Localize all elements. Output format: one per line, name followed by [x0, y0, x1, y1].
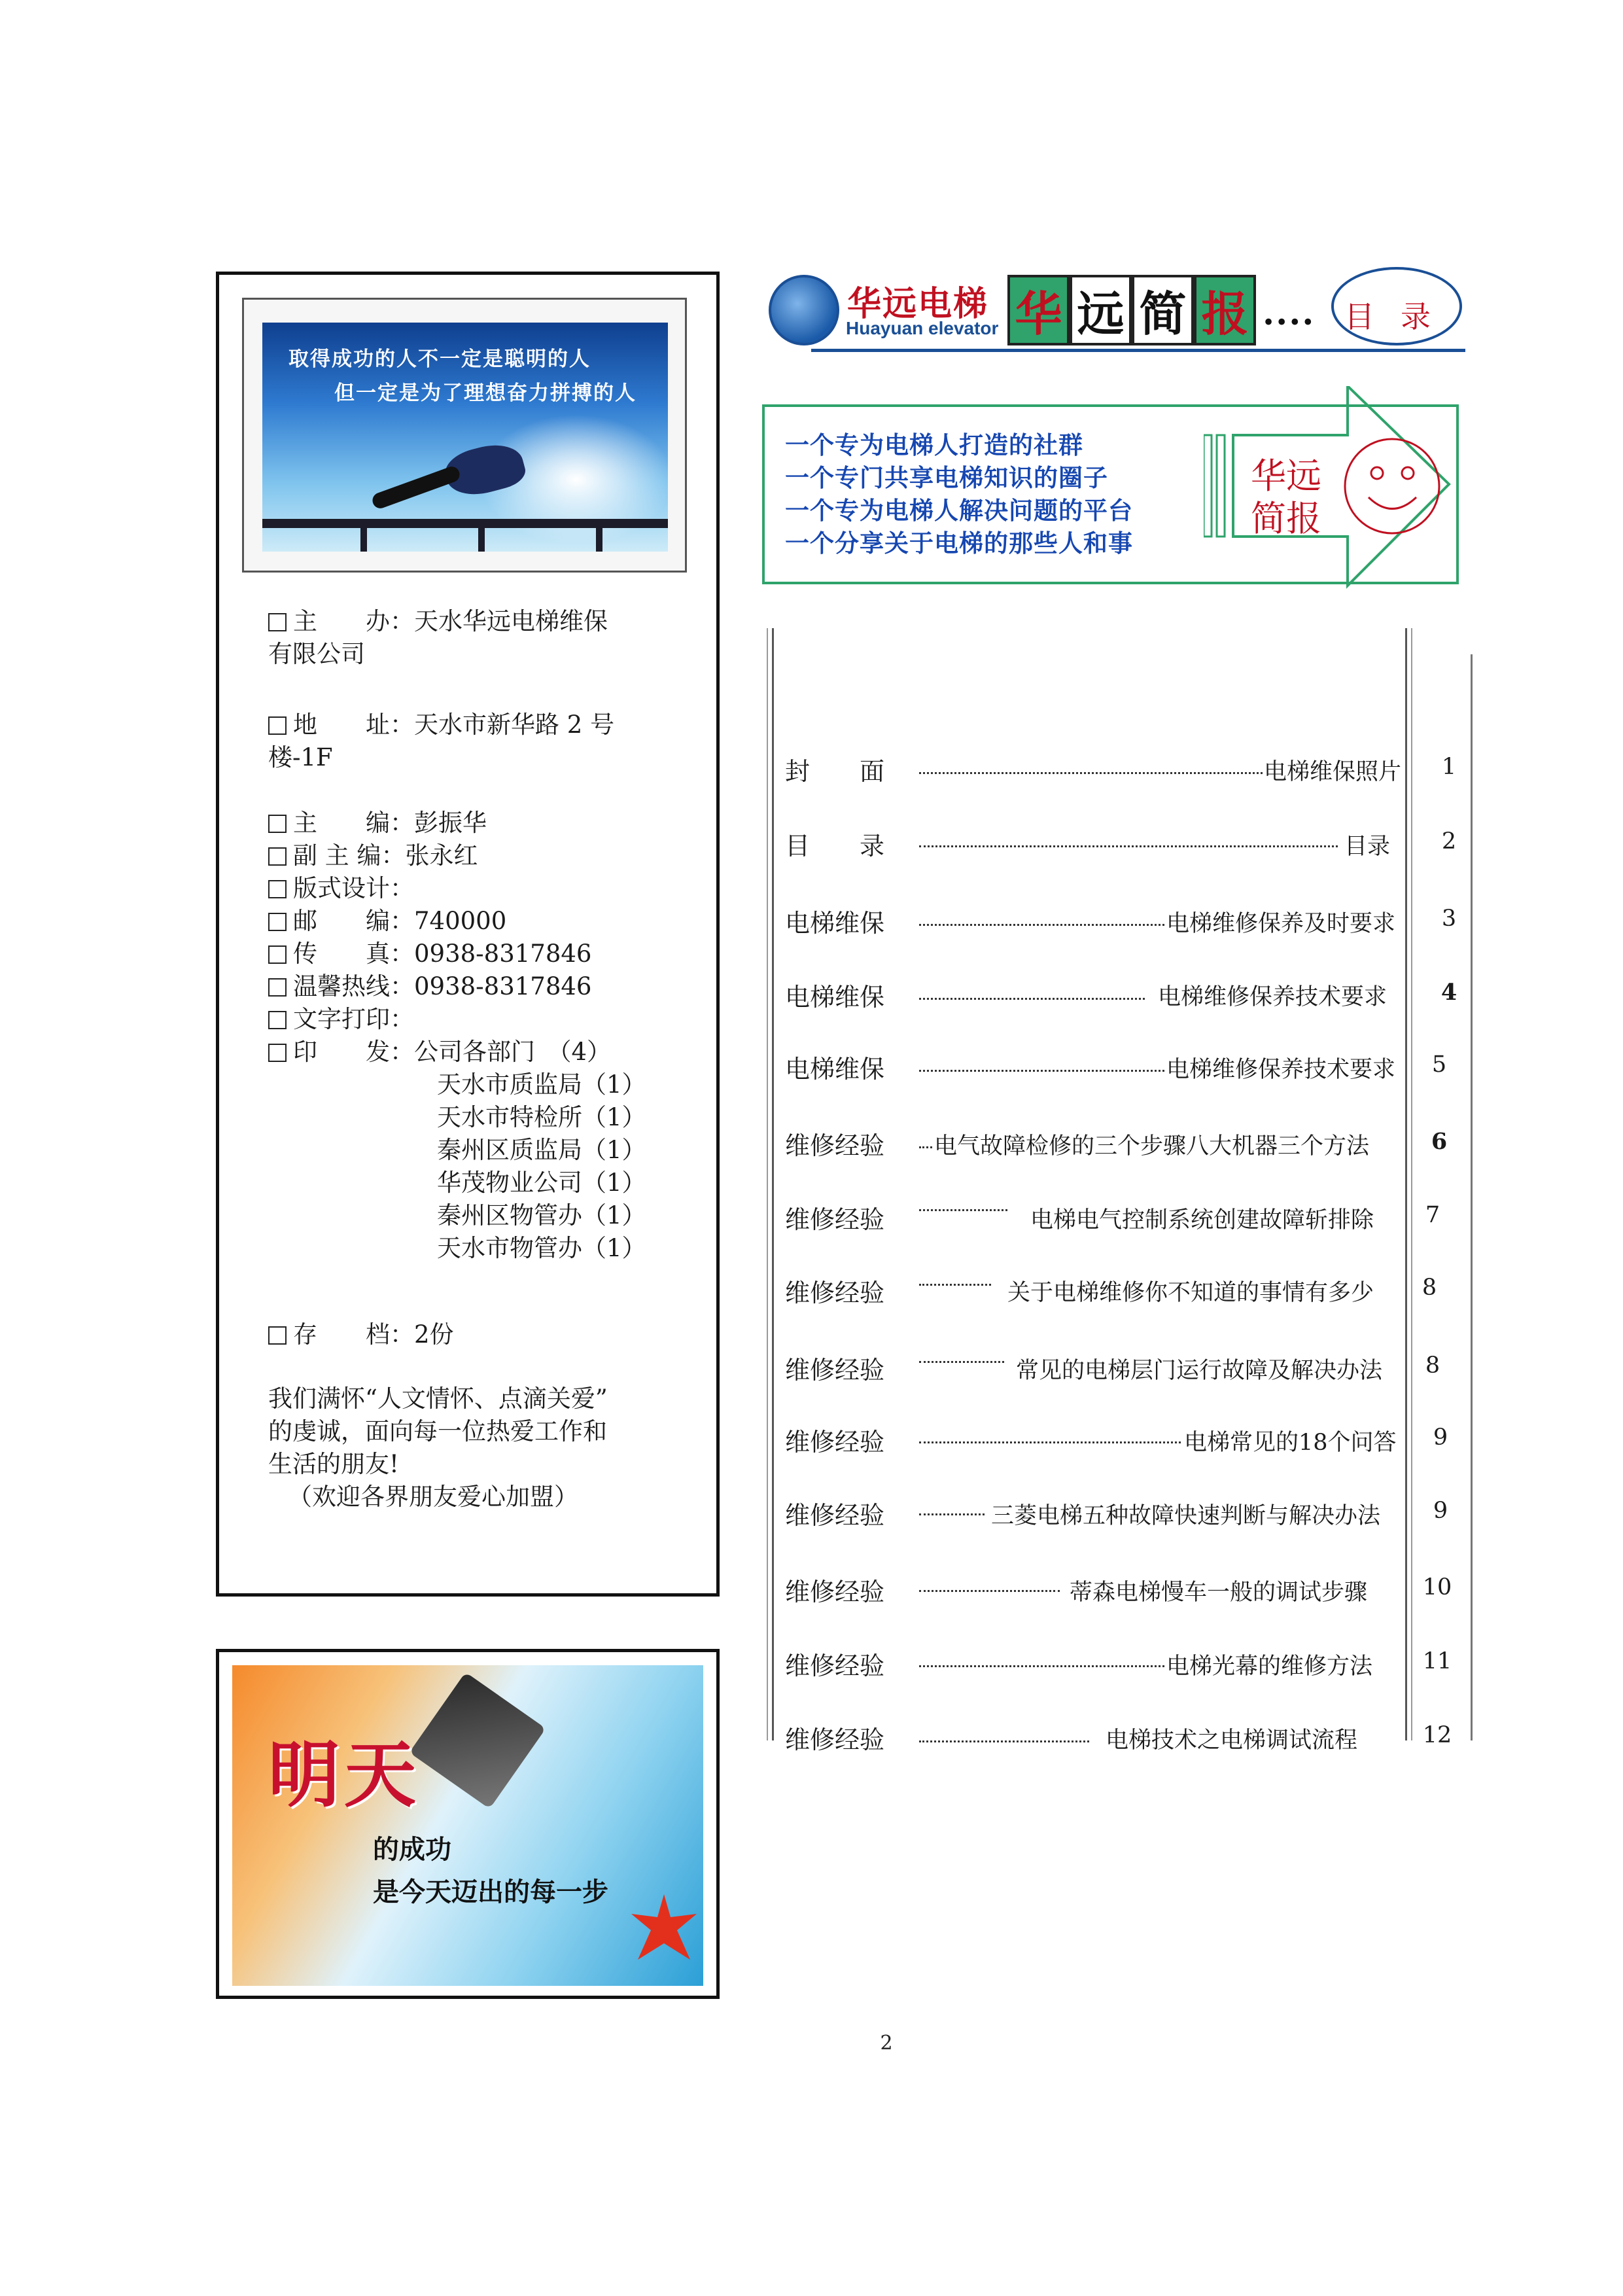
- toc-page: 9: [1433, 1424, 1448, 1451]
- address-value-cont: 楼-1F: [268, 743, 333, 771]
- title-char: 远: [1070, 275, 1132, 345]
- checkbox-icon: [268, 1011, 287, 1029]
- hurdle-bar: [262, 519, 668, 528]
- deputy-editor-label: 副 主 编：: [293, 841, 406, 870]
- toc-title[interactable]: 电气故障检修的三个步骤八大机器三个方法: [934, 1133, 1370, 1159]
- toc-leader: [919, 1513, 985, 1515]
- postcode-label: 邮 编：: [293, 907, 414, 935]
- message-line: 我们满怀“人文情怀、点滴关爱”: [268, 1385, 608, 1413]
- toc-category: 维修经验: [785, 1131, 885, 1160]
- toc-leader: [919, 1146, 932, 1148]
- fax-row: [268, 938, 591, 970]
- title-char: 报: [1194, 275, 1256, 345]
- toc-leader: [919, 1590, 1060, 1592]
- toc-leader: [919, 845, 1338, 847]
- toc-title[interactable]: 电梯光幕的维修方法: [1166, 1653, 1373, 1680]
- toc-page: 7: [1425, 1202, 1440, 1228]
- sponsor-row: [268, 605, 608, 638]
- message-line: 的虔诚，面向每一位热爱工作和: [268, 1417, 607, 1445]
- toc-category: 目 录: [785, 832, 885, 860]
- brand-name-en: Huayuan elevator: [846, 318, 999, 338]
- smiley-icon: [1345, 439, 1439, 533]
- photo-quote-line2: 但一定是为了理想奋力拼搏的人: [334, 381, 637, 405]
- toc-category: 封 面: [785, 757, 885, 786]
- toc-page: 2: [1441, 828, 1457, 855]
- checkbox-icon: [268, 880, 287, 898]
- toc-leader: [919, 772, 1263, 774]
- archive-value: 2份: [414, 1320, 454, 1349]
- chief-editor-value: 彭振华: [414, 809, 487, 837]
- motivational-photo: [242, 298, 687, 573]
- toc-leader: [919, 1361, 1004, 1363]
- arrow-smiley-graphic: [1204, 386, 1465, 602]
- newsletter-title: [1007, 275, 1256, 348]
- toc-leader: [919, 998, 1145, 1000]
- address-row: [268, 709, 614, 741]
- distribution-item: 公司各部门 （4）: [414, 1038, 612, 1066]
- toc-category: 维修经验: [785, 1651, 885, 1680]
- hotline-row: [268, 970, 591, 1003]
- poster-big-text: 明天: [268, 1733, 420, 1817]
- checkbox-icon: [268, 1044, 287, 1062]
- address-value: 天水市新华路 2 号: [414, 711, 615, 739]
- poster-scene: [232, 1665, 703, 1986]
- toc-rule: [1471, 654, 1473, 1740]
- title-dots: ....: [1263, 293, 1316, 333]
- toc-heading: 目录: [1344, 299, 1457, 334]
- distribution-item: 天水市质监局（1）: [437, 1070, 646, 1099]
- toc-rule: [1405, 628, 1407, 1740]
- toc-rule: [772, 628, 774, 1740]
- toc-page: 6: [1431, 1128, 1448, 1155]
- layout-design-label: 版式设计：: [293, 874, 414, 902]
- toc-page: 12: [1422, 1722, 1452, 1748]
- toc-title[interactable]: 电梯维修保养技术要求: [1166, 1057, 1396, 1083]
- toc-page: 9: [1433, 1498, 1448, 1524]
- toc-page: 8: [1422, 1275, 1437, 1301]
- toc-page: 4: [1440, 979, 1457, 1006]
- checkbox-icon: [268, 913, 287, 931]
- toc-leader: [919, 1441, 1181, 1443]
- toc-title[interactable]: 三菱电梯五种故障快速判断与解决办法: [991, 1503, 1381, 1529]
- toc-category: 维修经验: [785, 1279, 885, 1307]
- toc-page: 3: [1441, 906, 1457, 932]
- archive-label: 存 档：: [293, 1320, 414, 1349]
- checkbox-icon: [268, 716, 287, 735]
- toc-page: 8: [1425, 1352, 1440, 1379]
- hotline-label: 温馨热线：: [293, 972, 414, 1000]
- sponsor-value-cont: 有限公司: [268, 640, 365, 668]
- poster-line1: 的成功: [373, 1835, 451, 1865]
- toc-page: 11: [1422, 1648, 1452, 1674]
- toc-title[interactable]: 常见的电梯层门运行故障及解决办法: [1016, 1358, 1383, 1384]
- toc-category: 维修经验: [785, 1725, 885, 1754]
- distribution-item: 天水市特检所（1）: [437, 1103, 646, 1131]
- toc-title[interactable]: 电梯维保照片: [1264, 759, 1402, 785]
- fax-label: 传 真：: [293, 940, 414, 968]
- distribution-item: 华茂物业公司（1）: [437, 1169, 646, 1197]
- chief-editor-label: 主 编：: [293, 809, 414, 837]
- toc-category: 电梯维保: [785, 983, 885, 1012]
- checkbox-icon: [268, 1326, 287, 1345]
- toc-leader: [919, 1740, 1089, 1742]
- toc-rule: [767, 628, 768, 1740]
- toc-leader: [919, 1070, 1164, 1072]
- toc-category: 电梯维保: [785, 1055, 885, 1084]
- photo-quote-line1: 取得成功的人不一定是聪明的人: [288, 347, 591, 371]
- brand-underline: [811, 349, 1465, 352]
- banner-name-line2: 简报: [1251, 498, 1321, 539]
- fax-value: 0938-8317846: [414, 940, 592, 968]
- typing-label: 文字打印：: [293, 1005, 414, 1033]
- toc-leader: [919, 1209, 1007, 1211]
- checkbox-icon: [268, 815, 287, 833]
- company-logo-icon: [769, 275, 839, 345]
- typing-row: [268, 1003, 414, 1036]
- toc-leader: [919, 924, 1164, 926]
- distribution-item: 秦州区物管办（1）: [437, 1201, 646, 1229]
- photo-scene: [262, 323, 668, 552]
- title-char: 简: [1132, 275, 1194, 345]
- banner-name-line1: 华远: [1251, 455, 1321, 497]
- toc-title[interactable]: 电梯技术之电梯调试流程: [1106, 1727, 1358, 1754]
- message-line: 生活的朋友!: [268, 1450, 399, 1478]
- slogan-line: 一个分享关于电梯的那些人和事: [785, 529, 1133, 557]
- pen-icon: [410, 1672, 546, 1809]
- toc-category: 维修经验: [785, 1428, 885, 1457]
- toc-category: 维修经验: [785, 1356, 885, 1385]
- poster-line2: 是今天迈出的每一步: [373, 1877, 608, 1907]
- archive-row: [268, 1318, 454, 1351]
- deputy-editor-value: 张永红: [405, 841, 478, 870]
- postcode-row: [268, 905, 506, 938]
- toc-title[interactable]: 蒂森电梯慢车一般的调试步骤: [1070, 1580, 1368, 1606]
- page-number: 2: [880, 2032, 893, 2055]
- toc-page: 10: [1422, 1574, 1452, 1600]
- distribution-item: 天水市物管办（1）: [437, 1234, 646, 1262]
- checkbox-icon: [268, 978, 287, 997]
- toc-title[interactable]: 电梯维修保养及时要求: [1166, 911, 1396, 937]
- checkbox-icon: [268, 613, 287, 631]
- slogan-line: 一个专为电梯人解决问题的平台: [785, 497, 1133, 525]
- checkbox-icon: [268, 847, 287, 866]
- toc-leader: [919, 1284, 991, 1286]
- maple-leaf-icon: [631, 1894, 697, 1960]
- postcode-value: 740000: [414, 907, 507, 935]
- toc-category: 电梯维保: [785, 909, 885, 938]
- title-char: 华: [1007, 275, 1070, 345]
- chief-editor-row: [268, 807, 487, 839]
- toc-title[interactable]: 电梯维修保养技术要求: [1158, 984, 1387, 1010]
- slogan-line: 一个专门共享电梯知识的圈子: [785, 464, 1108, 492]
- toc-title[interactable]: 电梯电气控制系统创建故障斩排除: [1030, 1207, 1374, 1233]
- toc-category: 维修经验: [785, 1205, 885, 1234]
- sponsor-label: 主 办：: [293, 607, 414, 635]
- distribution-label: 印 发：: [293, 1038, 414, 1066]
- layout-design-row: [268, 872, 414, 905]
- distribution-item: 秦州区质监局（1）: [437, 1136, 646, 1164]
- address-label: 地 址：: [293, 711, 414, 739]
- toc-title[interactable]: 电梯常见的18个问答: [1184, 1430, 1397, 1456]
- slogan-line: 一个专为电梯人打造的社群: [785, 431, 1083, 459]
- toc-page: 5: [1431, 1051, 1447, 1078]
- sponsor-value: 天水华远电梯维保: [414, 607, 608, 635]
- success-poster: [216, 1649, 720, 1999]
- checkbox-icon: [268, 945, 287, 964]
- deputy-editor-row: [268, 839, 478, 872]
- toc-leader: [919, 1665, 1164, 1667]
- toc-rule: [1411, 628, 1412, 1740]
- toc-category: 维修经验: [785, 1578, 885, 1606]
- toc-title[interactable]: 目录: [1344, 834, 1391, 860]
- brand-name-cn: 华远电梯: [847, 285, 989, 324]
- distribution-row: [268, 1036, 611, 1069]
- toc-title[interactable]: 关于电梯维修你不知道的事情有多少: [1007, 1280, 1374, 1306]
- message-line: （欢迎各界朋友爱心加盟）: [288, 1483, 578, 1511]
- toc-category: 维修经验: [785, 1501, 885, 1530]
- toc-page: 1: [1441, 754, 1457, 780]
- hotline-value: 0938-8317846: [414, 972, 592, 1000]
